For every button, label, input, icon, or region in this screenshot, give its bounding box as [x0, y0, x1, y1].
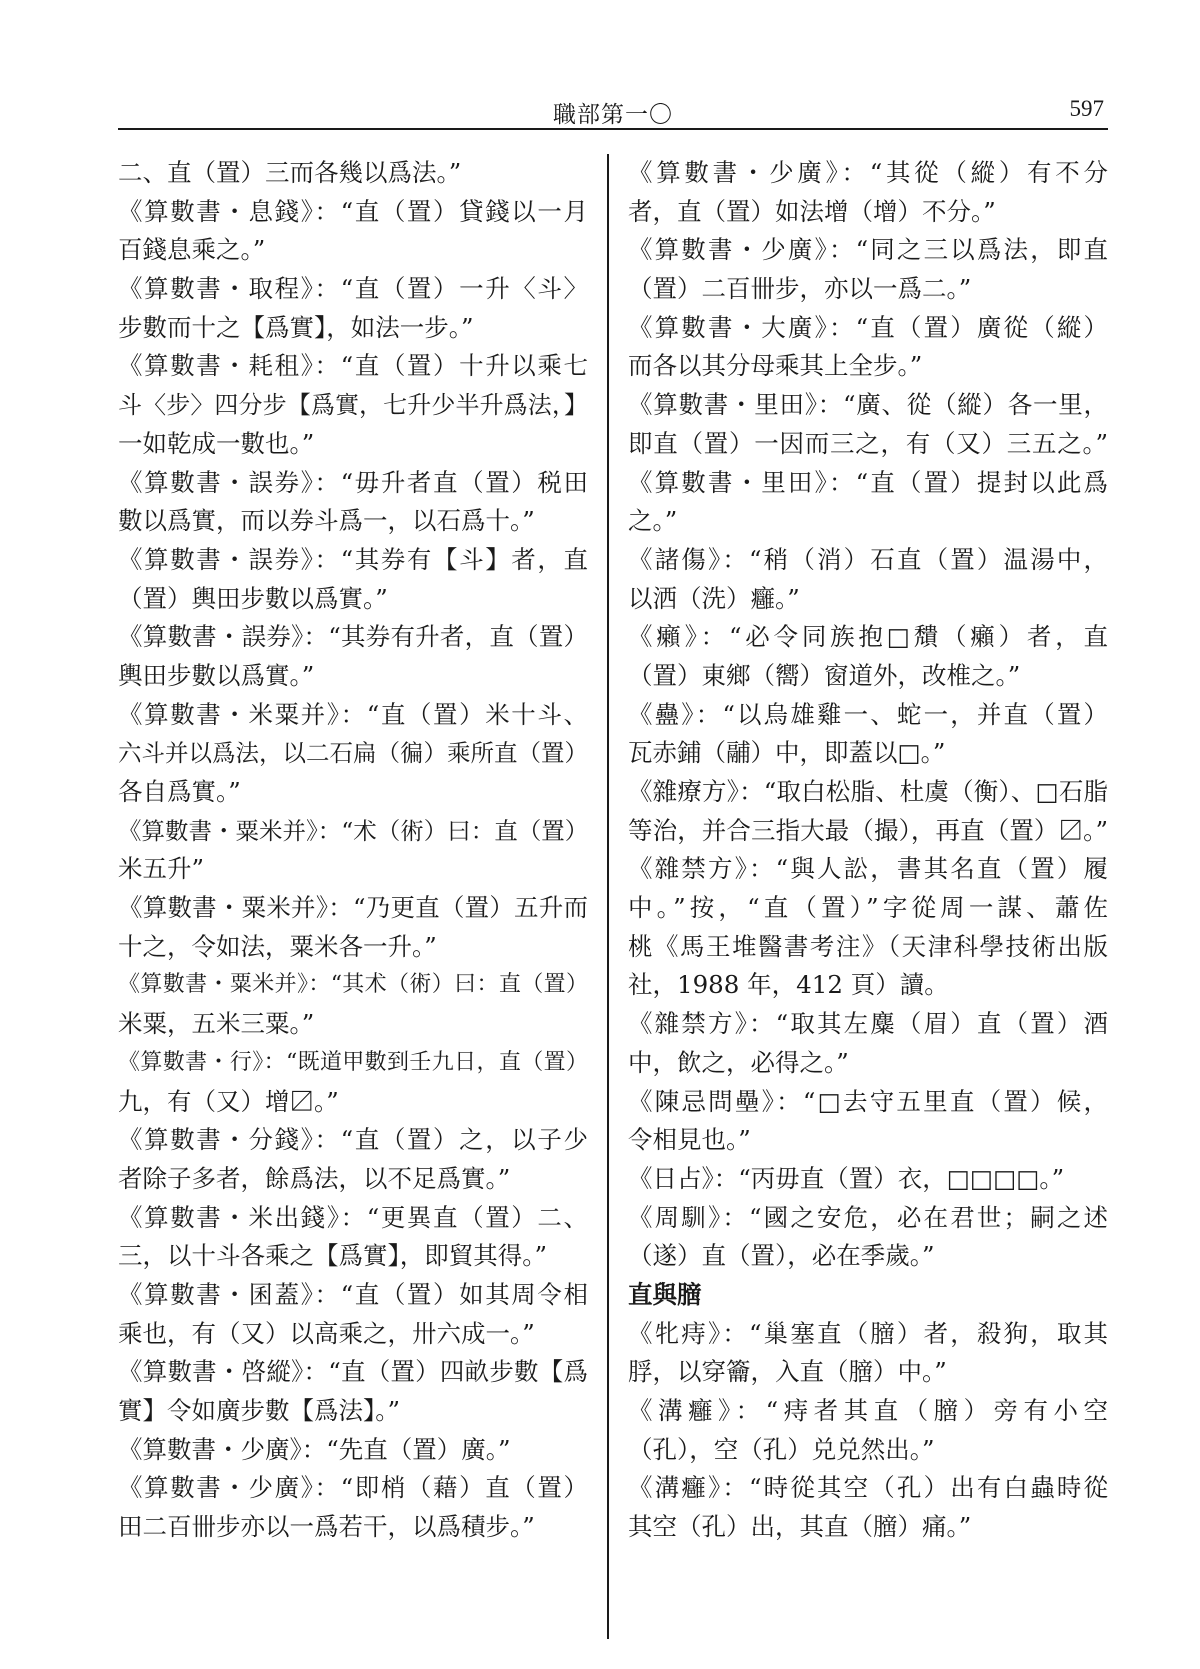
text-line: 二、直（置）三而各幾以爲法。”	[118, 158, 462, 187]
text-line: 之。”	[628, 506, 678, 536]
text-line: 《算數書・取程》：“直（置）一升〈斗〉	[118, 274, 588, 304]
text-line: 一如乾成一數也。”	[118, 428, 315, 458]
text-line: 輿田步數以爲實。”	[118, 660, 315, 690]
text-line: 《算數書・啓縱》：“直（置）四畝步數【爲	[118, 1357, 588, 1387]
text-line: 米粟，五米三粟。”	[118, 1009, 315, 1039]
text-line: 《算數書・少廣》：“先直（置）廣。”	[118, 1434, 511, 1464]
text-line: 其空（孔）出，其直（膪）痛。”	[628, 1512, 972, 1542]
text-line: 而各以其分母乘其上全步。”	[628, 351, 923, 381]
text-line: 《蠱》：“以烏雄雞一、蛇一，并直（置）	[628, 699, 1108, 729]
text-line: 《算數書・里田》：“直（置）提封以此爲	[628, 467, 1108, 497]
text-line: （孔），空（孔）兑兑然出。”	[628, 1434, 935, 1464]
text-line: 《算數書・行》：“既道甲數到壬九日，直（置）	[118, 1049, 588, 1075]
page-number: 597	[1069, 96, 1104, 121]
text-line: 十之，令如法，粟米各一升。”	[118, 931, 437, 961]
text-line: 《算數書・誤券》：“毋升者直（置）税田	[118, 467, 588, 497]
text-line: 三，以十斗各乘之【爲實】，即貿其得。”	[118, 1241, 548, 1271]
text-line: 米五升”	[118, 854, 205, 884]
text-line: 《算數書・少廣》：“同之三以爲法，即直	[628, 235, 1108, 265]
text-line: 步數而十之【爲實】，如法一步。”	[118, 312, 474, 342]
text-line: 令相見也。”	[628, 1125, 751, 1155]
left-column	[118, 154, 588, 1547]
text-line: 《算數書・少廣》：“即梢（藉）直（置）	[118, 1473, 588, 1503]
text-line: 《算數書・囷蓋》：“直（置）如其周令相	[118, 1279, 588, 1309]
text-line: 乘也，有（又）以高乘之，卅六成一。”	[118, 1318, 535, 1348]
text-line: 桃《馬王堆醫書考注》（天津科學技術出版	[628, 931, 1108, 961]
text-line: （置）輿田步數以爲實。”	[118, 583, 388, 613]
text-line: 《算數書・少廣》：“其從（縱）有不分	[628, 158, 1108, 187]
text-line: （置）東鄉（嚮）窗道外，改椎之。”	[628, 660, 1021, 690]
text-line: 《雜禁方》：“與人訟，書其名直（置）履	[628, 854, 1108, 884]
text-line: （遂）直（置），必在季歲。”	[628, 1241, 935, 1271]
text-line: 《算數書・分錢》：“直（置）之，以子少	[118, 1125, 588, 1155]
text-line: 者除子多者，餘爲法，以不足爲實。”	[118, 1163, 511, 1193]
text-line: 《算數書・耗租》：“直（置）十升以乘七	[118, 351, 588, 381]
text-line: 六斗并以爲法，以二石扁（徧）乘所直（置）	[118, 739, 588, 768]
text-line: 斗〈步〉四分步【爲實，七升少半升爲法，】	[118, 391, 588, 420]
text-line: 《算數書・誤券》：“其券有【斗】者，直	[118, 544, 588, 574]
text-line: 瓦赤鋪（鬴）中，即蓋以□。”	[628, 738, 946, 768]
column-divider	[607, 154, 609, 1639]
text-line: 社，1988 年，412 頁）讀。	[628, 970, 949, 1000]
text-line: 《日占》：“丙毋直（置）衣，□□□□。”	[628, 1163, 1065, 1193]
text-line: 《算數書・粟米并》：“乃更直（置）五升而	[118, 893, 588, 923]
text-line: 《算數書・誤券》：“其券有升者，直（置）	[118, 622, 588, 652]
text-line: 《算數書・大廣》：“直（置）廣從（縱）	[628, 312, 1108, 342]
text-line: 以洒（洗）癰。”	[628, 583, 800, 613]
text-line: 《諸傷》：“稍（消）石直（置）温湯中，	[628, 544, 1108, 574]
text-line: 脬，以穿籥，入直（膪）中。”	[628, 1357, 947, 1387]
text-line: 者，直（置）如法增（增）不分。”	[628, 196, 996, 226]
text-line: 數以爲實，而以券斗爲一，以石爲十。”	[118, 506, 535, 536]
text-line: 《牝痔》：“巢塞直（膪）者，殺狗，取其	[628, 1318, 1108, 1348]
text-line: 《雜禁方》：“取其左麋（眉）直（置）酒	[628, 1009, 1108, 1039]
text-line: 《雜療方》：“取白松脂、杜虞（衡）、□石脂	[628, 777, 1108, 806]
text-line: 《周馴》：“國之安危，必在君世；嗣之述	[628, 1202, 1108, 1232]
text-line: 實】令如廣步數【爲法】。”	[118, 1396, 401, 1425]
right-column	[628, 154, 1108, 1547]
text-line: 《溝癰》：“時從其空（孔）出有白蟲時從	[628, 1473, 1108, 1503]
text-line: 田二百卌步亦以一爲若干，以爲積步。”	[118, 1512, 535, 1542]
text-line: 《算數書・米粟并》：“直（置）米十斗、	[118, 699, 588, 729]
text-line: 各自爲實。”	[118, 777, 241, 806]
text-line: 《算數書・息錢》：“直（置）貸錢以一月	[118, 196, 588, 226]
section-heading: 直與膪	[628, 1279, 702, 1309]
page-header	[118, 88, 1108, 130]
text-line: 《算數書・粟米并》：“其术（術）曰：直（置）	[118, 972, 588, 998]
text-line: 《算數書・米出錢》：“更異直（置）二、	[118, 1202, 588, 1232]
text-line: 《算數書・粟米并》：“术（術）曰：直（置）	[118, 816, 589, 845]
text-line: （置）二百卌步，亦以一爲二。”	[628, 274, 972, 304]
text-line: 九，有（又）增〼。”	[118, 1086, 339, 1116]
text-line: 《溝癰》：“痔者其直（膪）旁有小空	[628, 1396, 1108, 1425]
text-line: 百錢息乘之。”	[118, 235, 266, 265]
text-line: 等治，并合三指大最（撮），再直（置）〼。”	[628, 815, 1108, 845]
text-line: 中，飲之，必得之。”	[628, 1047, 849, 1077]
text-line: 《算數書・里田》：“廣、從（縱）各一里，	[628, 390, 1108, 420]
text-line: 《癩》：“必令同族抱□穨（癩）者，直	[628, 622, 1108, 652]
running-head: 職部第一〇	[553, 102, 673, 128]
text-line: 《陳忌問壘》：“□去守五里直（置）候，	[628, 1086, 1108, 1116]
text-line: 即直（置）一因而三之，有（又）三五之。”	[628, 428, 1108, 458]
text-line: 中。”按，“直（置）”字從周一謀、蕭佐	[628, 893, 1108, 923]
